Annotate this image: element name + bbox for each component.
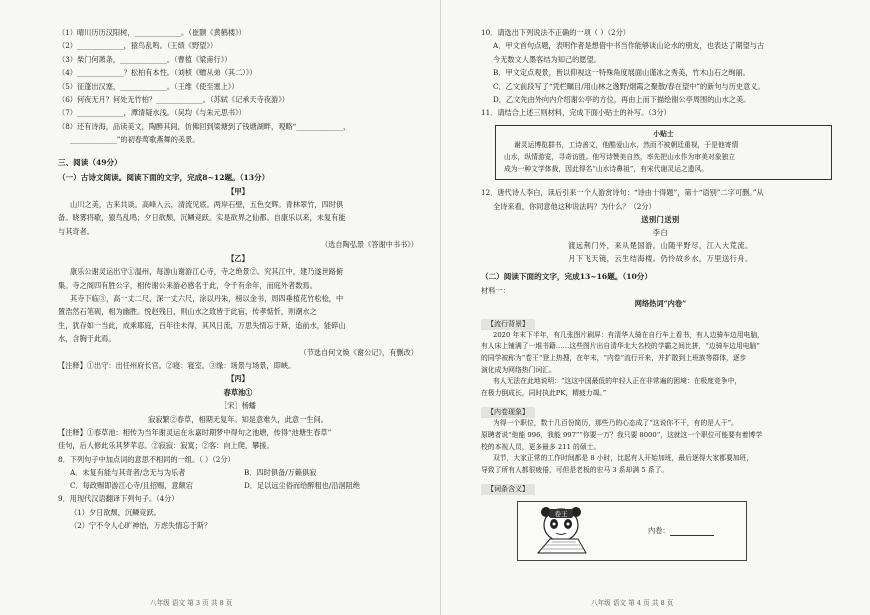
paragraph-line: 在极力倒成长，同时执此PK，精疲力竭。” (481, 388, 607, 397)
q9-item: （1）夕日欲颓，沉鳞竞跃。 (70, 507, 161, 517)
material-label: 材料一： (481, 286, 510, 296)
passage-jia-label: 【甲】 (227, 186, 249, 196)
passage-source: （选自陶弘景《答谢中书书》） (320, 240, 418, 250)
passage-yi-label: 【乙】 (227, 253, 249, 263)
tip-box (495, 125, 832, 180)
paragraph-line: 原聘者说“他能 996，我能 997”“你要一万？我只要 8000”，这就这一个职位可能要有着博学 (481, 431, 763, 439)
paragraph-line: 演化成为网络热门词汇。 (481, 365, 556, 374)
subsection-title: （二）阅读下面的文字，完成13~16题。（10分） (481, 272, 652, 282)
option-b[interactable]: B．四时俱备/万籁俱寂 (244, 468, 317, 478)
option-a-cont: 今无数文人墨客结为知己的愿望。 (493, 54, 601, 64)
notes: 【注释】①春草池：相传为当年谢灵运在永嘉时期梦中得句之池塘，传得“池塘生春草” (58, 427, 332, 437)
fill-item: （1）晴川历历汉阳树，_____________。（崔颢《黄鹤楼》） (58, 28, 246, 37)
passage-line: 其寺下临③，高一丈二尺，深一丈六尺，涂以丹朱，榜以金书，周四垂植花竹松桧，中 (70, 293, 344, 303)
passage-line: 山川之美，古来共谈。高峰入云，清流见底。两岸石壁，五色交辉。青林翠竹，四时俱 (70, 200, 344, 210)
article-title: 网络热词“内卷” (634, 299, 687, 309)
meaning-fill-field[interactable]: 内卷： (648, 526, 714, 536)
poem2-line: 月下飞天镜，云生结海楼。仍怜故乡水，万里送行舟。 (568, 254, 753, 264)
tag-background: 【流行背景】 (481, 311, 840, 330)
option-d[interactable]: D．乙文先由外向内介绍谢公亭的方位，再由上而下描绘谢公亭周围的山水之美。 (493, 95, 751, 105)
question-11: 11．请结合上述三则材料，完成下面小贴士的补写。（3分） (481, 108, 671, 118)
fill-item: _____________”的初春莺歌燕舞的美景。 (70, 135, 200, 145)
notes: 佳句，后人修此乐其梦苹忍。②寂寂：寂寞；②客：向上爬，攀援。 (58, 441, 274, 451)
tag-phenomenon: 【内卷现象】 (481, 399, 840, 418)
page-footer: 八年级 语文 第 4 页 共 8 页 (591, 599, 674, 607)
question-12: 12．唐代诗人李白，读后引来一个人游赏诗句：“诗由十得题”，第十“语别”二字可删。”从 (481, 188, 764, 198)
paragraph-line: 有人无法在此地说明：“这这中国最低的年轻人正在非常遍的困境：在极度竞争中， (493, 377, 742, 386)
fill-item: （4）_____________？松柏有本性。（刘桢《赠从弟（其二）》） (58, 68, 257, 78)
paragraph-line: 有人床上铺满了一堆书籍……这些图片出自清华北大名校的学霸之间比拼，“边骑车边用电脑” (481, 342, 760, 351)
poem2-line: 渡远荆门外，来从楚国游。山随平野尽，江入大荒流。 (568, 241, 753, 251)
fill-item: （7）_____________，潭清疑水浅。（吴均《与朱元思书》） (58, 108, 246, 118)
question-8: 8．下列句子中加点词的意思不相同的一组。（ ）（2分） (58, 454, 235, 464)
background-paragraph (481, 330, 840, 400)
subsection-title: （一）古诗文阅读。阅读下面的文字，完成8~12题。（13分） (58, 172, 270, 182)
passage-line: 生，犹存如一当此，成乘耶庭，百年往未得，其风日流，万思失情忘于斯，追前水，能碎山 (58, 320, 346, 330)
paragraph-line: 的同学被称为“卷王”登上热搜，在年末，“内卷”流行开来，并扩散到上班族等群体，逐步 (481, 354, 747, 363)
answer-blank[interactable] (670, 527, 714, 536)
fill-item: （5）征蓬出汉塞，_____________。（王维《使至塞上》） (58, 81, 239, 91)
tip-line: 山水，纵情游览，寻奇访胜。他写诗赞美自然，率先把山水作为审美对象独立 (504, 153, 736, 162)
fill-item: （3）柴门何萧条，_____________。（曹植《梁甫行》） (58, 54, 232, 64)
paragraph-line: 双节，大家正常的工作时间都是 8 小时，比起有人开始加班，最后逐得大家都要加班， (493, 454, 754, 463)
section-title: 三、阅读（49分） (58, 157, 122, 167)
paragraph-line: 校的本视人员，更多最多 211 的硕士。 (481, 442, 601, 451)
passage-line: 备。晓雾将歇，猿鸟乱鸣；夕日欲颓，沉鳞竞跃。实是欲界之仙都。自康乐以来，未复有能 (58, 213, 346, 223)
question-9: 9．用现代汉语翻译下列句子。（4分） (58, 494, 179, 504)
passage-source: （节选自何文焕《谢公记》，有删改） (299, 347, 418, 357)
passage-line: 水，含胸于此焉。 (58, 334, 116, 344)
fill-item: （2）_____________，猿鸟乱鸣。（王绩《野望》） (58, 41, 218, 51)
poem-title: 春草池① (223, 387, 253, 397)
option-c[interactable]: C．每政赐即游江心寺/且招赐，意颇宕 (70, 481, 193, 491)
phenomenon-paragraph (481, 418, 840, 476)
passage-line: 与其奇者。 (58, 226, 94, 236)
passage-line: 置浩然石笔砚，相为幽胜。悦赵残日，则山水之致皆于此宿，传孝惦忻，则潮水之 (58, 307, 317, 317)
option-d[interactable]: D．足以远尘俗而给醉粗也/沿洄阻绝 (244, 481, 360, 491)
poem-author: ［宋］杨蟠 (220, 401, 256, 411)
panda-meme-icon (532, 505, 590, 557)
tip-title: 小贴士 (653, 129, 674, 138)
page-footer: 八年级 语文 第 3 页 共 8 页 (150, 599, 233, 607)
passage-jia (58, 198, 418, 238)
q10-options (481, 39, 840, 106)
poem-line: 寂寂繁②春草，相期无复年。知是意难久，此意一生间。 (148, 414, 328, 424)
poem2-title: 送别门送别 (641, 215, 680, 225)
passage-bing-label: 【丙】 (227, 374, 249, 384)
question-10: 10．请选出下列说法不正确的一项（ ）（2分） (481, 28, 630, 37)
option-c[interactable]: C．乙文前段写了“凭栏瞩目/用山林之逸野/烟霞之聚散/春在望中”的新句与历史意义。 (493, 81, 765, 91)
tip-line: 成为一种文学体裁，因此得名“山水诗鼻祖”，有宋代谢灵运之遗风。 (504, 164, 709, 173)
fill-item: （8）还有诗海，品读美文，陶醉其间，仿佛回到梁塘到了钱塘湖畔，观略“_____________， (58, 121, 351, 131)
tip-line: 谢灵运博览群书，工诗善文，他酷爱山水，然而不被朝廷重视，于是他寄情 (514, 141, 739, 150)
q9-item: （2）宁不令人心旷神怡，万虑失情忘于斯？ (70, 521, 212, 530)
option-a[interactable]: A．甲文首句点题，表明作者是想借中书当作能够谈山论水的朋友，也表达了期望与古 (493, 41, 765, 51)
meme-image-box (517, 501, 747, 561)
exam-page-right (440, 0, 870, 615)
paragraph-line: 导致了所有人都很疲倦，可但是老板的宏马 3 系却满 5 系了。 (481, 465, 669, 474)
notes: 【注释】①出守：出任州府长官。②寝：寝室。③缘：场景与场景，即峡。 (58, 360, 296, 370)
passage-yi (58, 265, 418, 345)
option-b[interactable]: B．甲文定点观景，皆以仰视这一特殊角度展面山谨冰之秀美，竹木山石之绚丽。 (493, 68, 750, 78)
tag-meaning: 【词条含义】 (481, 476, 840, 495)
paragraph-line: 2020 年末下半年，有几张图片刷屏：有清华人骑在自行车上看书，有人边骑车边用电脑， (493, 330, 764, 339)
q8-options-row (58, 479, 418, 492)
poem2-author: 李白 (652, 228, 669, 238)
question-12-cont: 全诗来看，你同意他这种说法吗？为什么？（2分） (493, 201, 656, 211)
paragraph-line: 为得一个职位，数十几百份简历，那些乃的心态成了“这说你不干，有的是人干”。 (493, 419, 738, 428)
fill-item: （6）何夜无月？何处无竹柏？_____________。（苏轼《记承天寺夜游》） (58, 95, 289, 105)
option-a[interactable]: A．未复有能与其奇者/念无与为乐者 (70, 468, 186, 478)
passage-line: 康乐公谢灵运出守①温州，每游山谢游江心寺，寺之绝景②。究其江中，建乃遂世路俯 (70, 267, 344, 277)
fill-in-list (58, 26, 418, 147)
meme-label: 卷王 (554, 510, 568, 519)
q8-options-row (58, 466, 418, 479)
passage-line: 集。寺之阁四有胜公字，相传谢公来游必感名于此，令千有余年，而庭外者数焉。 (58, 280, 317, 290)
